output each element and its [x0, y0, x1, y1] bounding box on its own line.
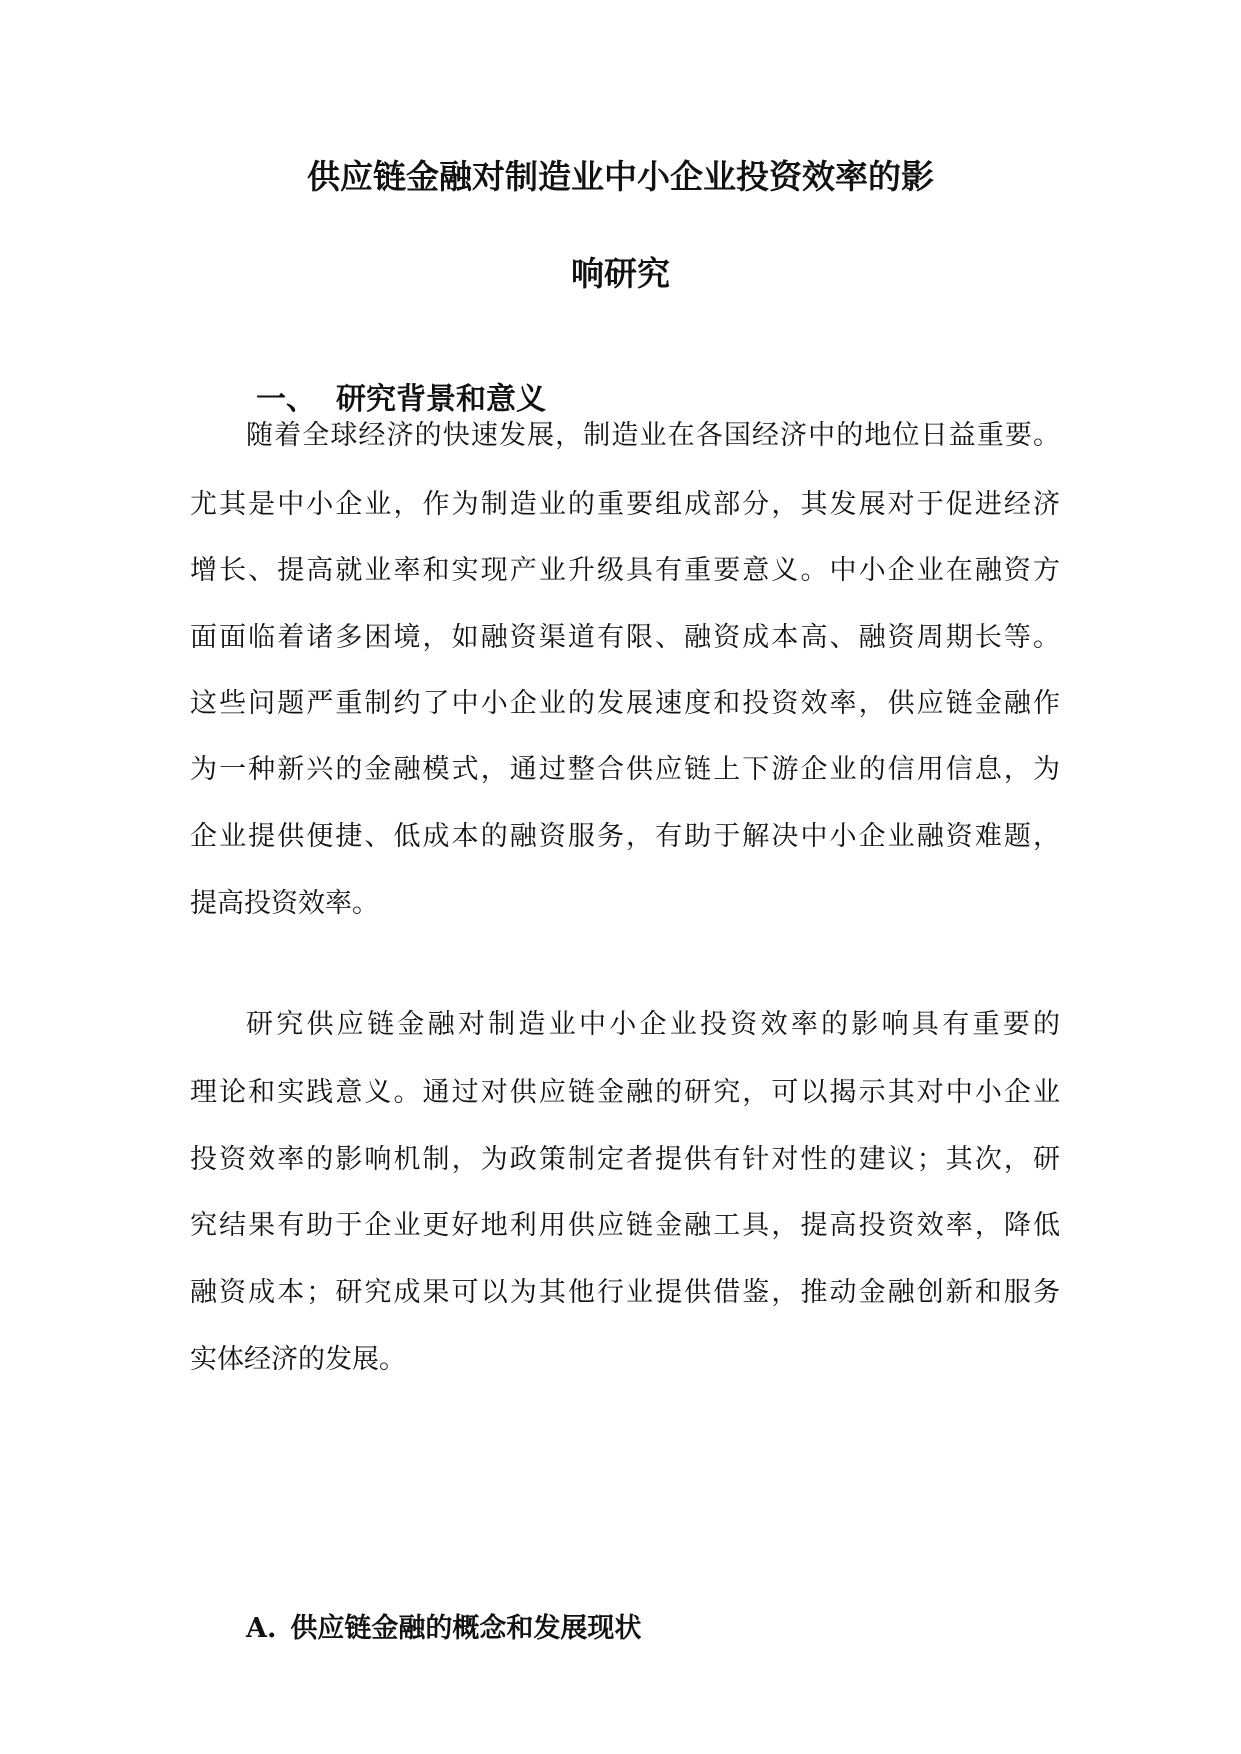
paragraph-1-line: 尤其是中小企业，作为制造业的重要组成部分，其发展对于促进经济	[190, 489, 1060, 520]
paragraph-2-line: 研究供应链金融对制造业中小企业投资效率的影响具有重要的	[246, 1009, 1060, 1040]
document-title-line-2: 响研究	[571, 254, 670, 293]
paragraph-1-line: 提高投资效率。	[190, 888, 379, 919]
paragraph-2-line: 融资成本；研究成果可以为其他行业提供借鉴，推动金融创新和服务	[190, 1277, 1060, 1308]
paragraph-2-line: 究结果有助于企业更好地利用供应链金融工具，提高投资效率，降低	[190, 1210, 1060, 1241]
paragraph-2-line: 投资效率的影响机制，为政策制定者提供有针对性的建议；其次，研	[190, 1144, 1060, 1175]
section-heading	[256, 380, 546, 420]
subsection-heading-text: 供应链金融的概念和发展现状	[290, 1613, 642, 1644]
paragraph-1-line: 企业提供便捷、低成本的融资服务，有助于解决中小企业融资难题，	[190, 821, 1060, 852]
section-heading-text: 研究背景和意义	[336, 382, 546, 417]
paragraph-1-line: 为一种新兴的金融模式，通过整合供应链上下游企业的信用信息，为	[190, 754, 1060, 785]
subsection-heading	[246, 1611, 641, 1647]
document-title-line-1: 供应链金融对制造业中小企业投资效率的影	[307, 157, 934, 196]
paragraph-1-line: 增长、提高就业率和实现产业升级具有重要意义。中小企业在融资方	[190, 555, 1060, 586]
paragraph-2-line: 理论和实践意义。通过对供应链金融的研究，可以揭示其对中小企业	[190, 1077, 1060, 1108]
section-number: 一、	[256, 382, 316, 417]
subsection-number: A.	[246, 1613, 277, 1644]
paragraph-1-line: 这些问题严重制约了中小企业的发展速度和投资效率，供应链金融作	[190, 688, 1060, 719]
paragraph-1-line: 面面临着诸多困境，如融资渠道有限、融资成本高、融资周期长等。	[190, 622, 1060, 653]
paragraph-1-line: 随着全球经济的快速发展，制造业在各国经济中的地位日益重要。	[246, 420, 1060, 451]
paragraph-2-line: 实体经济的发展。	[190, 1344, 406, 1375]
